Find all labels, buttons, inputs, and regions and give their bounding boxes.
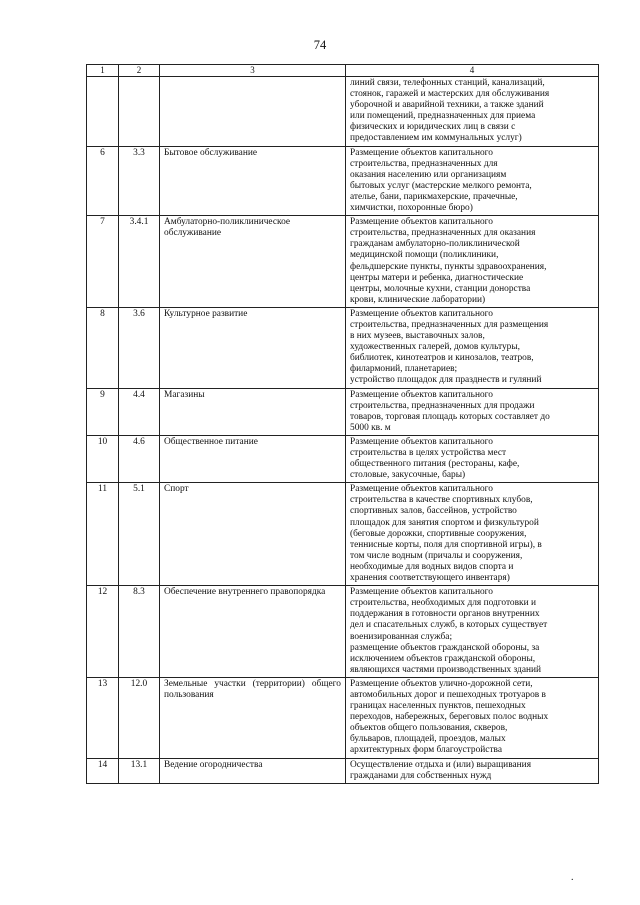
corner-mark: . xyxy=(571,872,574,883)
header-col-2: 2 xyxy=(119,65,160,77)
description-line: библиотек, кинотеатров и кинозалов, театров, xyxy=(350,353,534,364)
description-line: бытовых услуг (мастерские мелкого ремонта, xyxy=(350,180,532,191)
table-body xyxy=(87,77,599,784)
description-line: или помещений, предназначенных для приема xyxy=(350,111,536,122)
row-number-cell: 11 xyxy=(87,483,119,586)
description-line: Размещение объектов улично-дорожной сети, xyxy=(350,678,533,689)
description-line: теннисные корты, поля для спортивной игры), в xyxy=(350,539,542,550)
description-line: строительства в качестве спортивных клубов, xyxy=(350,495,533,506)
description-cell xyxy=(346,307,599,388)
description-line: филармоний, планетариев; xyxy=(350,364,458,375)
code-cell: 5.1 xyxy=(119,483,160,586)
description-line: устройство площадок для празднеств и гуляний xyxy=(350,375,542,386)
description-line: необходимые для водных видов спорта и xyxy=(350,561,514,572)
code-cell: 13.1 xyxy=(119,758,160,783)
description-line: границах населенных пунктов, пешеходных xyxy=(350,701,526,712)
name-cell: Культурное развитие xyxy=(160,307,346,388)
table-row xyxy=(87,758,599,783)
code-cell: 3.6 xyxy=(119,307,160,388)
description-cell xyxy=(346,77,599,147)
code-cell: 12.0 xyxy=(119,677,160,758)
description-line: общественного питания (рестораны, кафе, xyxy=(350,459,520,470)
code-cell: 8.3 xyxy=(119,586,160,678)
description-line: площадок для занятия спортом и физкультурой xyxy=(350,517,539,528)
description-line: медицинской помощи (поликлиники, xyxy=(350,250,499,261)
row-number-cell: 12 xyxy=(87,586,119,678)
description-line: Размещение объектов капитального xyxy=(350,308,493,319)
description-line: переходов, набережных, береговых полос водных xyxy=(350,712,549,723)
description-line: строительства, предназначенных для размещения xyxy=(350,319,549,330)
description-line: размещение объектов гражданской обороны, за xyxy=(350,642,540,653)
name-cell: Магазины xyxy=(160,388,346,435)
table-row xyxy=(87,677,599,758)
name-cell: Спорт xyxy=(160,483,346,586)
name-cell xyxy=(160,77,346,147)
description-line: ателье, бани, парикмахерские, прачечные, xyxy=(350,191,518,202)
description-line: поддержания в готовности органов внутренних xyxy=(350,609,540,620)
description-line: физических и юридических лиц в связи с xyxy=(350,122,516,133)
description-line: линий связи, телефонных станций, канализаций, xyxy=(350,78,545,88)
code-cell xyxy=(119,77,160,147)
table-row xyxy=(87,388,599,435)
description-line: товаров, торговая площадь которых составляет до xyxy=(350,411,550,422)
description-line: Осуществление отдыха и (или) выращивания xyxy=(350,759,532,770)
row-number-cell: 13 xyxy=(87,677,119,758)
table-row-continuation xyxy=(87,77,599,147)
header-col-3: 3 xyxy=(160,65,346,77)
row-number-cell: 10 xyxy=(87,435,119,482)
description-line: (беговые дорожки, спортивные сооружения, xyxy=(350,528,527,539)
description-line: химчистки, похоронные бюро) xyxy=(350,203,473,214)
description-cell xyxy=(346,758,599,783)
description-line: предоставлением им коммунальных услуг) xyxy=(350,133,522,144)
description-line: строительства, необходимых для подготовки и xyxy=(350,598,536,609)
description-line: строительства, предназначенных для оказания xyxy=(350,228,536,239)
description-line: строительства, предназначенных для xyxy=(350,158,498,169)
table-row xyxy=(87,435,599,482)
description-cell xyxy=(346,435,599,482)
name-cell: Ведение огородничества xyxy=(160,758,346,783)
table-row xyxy=(87,216,599,308)
description-line: спортивных залов, бассейнов, устройство xyxy=(350,506,517,517)
description-line: том числе водным (причалы и сооружения, xyxy=(350,550,523,561)
description-line: дел и спасательных служб, в которых существует xyxy=(350,620,548,631)
description-cell xyxy=(346,216,599,308)
row-number-cell: 6 xyxy=(87,146,119,216)
description-line: являющихся частями производственных зданий xyxy=(350,664,542,675)
description-line: уборочной и аварийной техники, а также зданий xyxy=(350,100,544,111)
description-line: стоянок, гаражей и мастерских для обслуживания xyxy=(350,89,550,100)
description-line: военизированная служба; xyxy=(350,631,453,642)
description-line: Размещение объектов капитального xyxy=(350,147,493,158)
header-col-1: 1 xyxy=(87,65,119,77)
description-cell xyxy=(346,146,599,216)
description-cell xyxy=(346,586,599,678)
description-line: Размещение объектов капитального xyxy=(350,484,493,495)
table-row xyxy=(87,586,599,678)
description-line: строительства в целях устройства мест xyxy=(350,448,507,458)
table-row xyxy=(87,307,599,388)
row-number-cell: 9 xyxy=(87,388,119,435)
code-cell: 3.4.1 xyxy=(119,216,160,308)
description-cell xyxy=(346,677,599,758)
description-line: хранения соответствующего инвентаря) xyxy=(350,573,510,584)
description-line: фельдшерские пункты, пункты здравоохранения, xyxy=(350,261,547,272)
table-row xyxy=(87,146,599,216)
description-line: 5000 кв. м xyxy=(350,422,391,433)
row-number-cell: 14 xyxy=(87,758,119,783)
description-line: крови, клинические лаборатории) xyxy=(350,294,486,305)
name-cell: Земельные участки (территории) общего пользования xyxy=(160,677,346,758)
name-cell: Общественное питание xyxy=(160,435,346,482)
description-line: Размещение объектов капитального xyxy=(350,436,493,447)
header-col-4: 4 xyxy=(346,65,599,77)
name-cell: Амбулаторно-поликлиническое обслуживание xyxy=(160,216,346,308)
description-line: исключением объектов гражданской обороны, xyxy=(350,653,536,664)
description-cell xyxy=(346,388,599,435)
description-line: бульваров, площадей, проездов, малых xyxy=(350,734,506,745)
description-line: центры, молочные кухни, станции донорства xyxy=(350,283,531,294)
page-number: 74 xyxy=(313,38,327,52)
name-cell: Обеспечение внутреннего правопорядка xyxy=(160,586,346,678)
row-number-cell xyxy=(87,77,119,147)
description-line: гражданам амбулаторно-поликлинической xyxy=(350,239,520,250)
code-cell: 4.4 xyxy=(119,388,160,435)
description-line: столовые, закусочные, бары) xyxy=(350,470,466,481)
description-line: гражданами для собственных нужд xyxy=(350,770,492,781)
description-line: центры матери и ребенка, диагностические xyxy=(350,272,524,283)
description-line: строительства, предназначенных для продажи xyxy=(350,400,535,411)
description-line: оказания населению или организациям xyxy=(350,169,507,180)
table-row xyxy=(87,483,599,586)
description-line: объектов общего пользования, скверов, xyxy=(350,723,508,734)
description-cell xyxy=(346,483,599,586)
description-line: Размещение объектов капитального xyxy=(350,389,493,400)
description-line: художественных галерей, домов культуры, xyxy=(350,342,520,353)
description-line: Размещение объектов капитального xyxy=(350,217,493,228)
description-line: Размещение объектов капитального xyxy=(350,587,493,598)
code-cell: 3.3 xyxy=(119,146,160,216)
row-number-cell: 7 xyxy=(87,216,119,308)
land-use-table xyxy=(86,64,599,784)
row-number-cell: 8 xyxy=(87,307,119,388)
table-header-row xyxy=(87,65,599,77)
description-line: в них музеев, выставочных залов, xyxy=(350,331,485,342)
code-cell: 4.6 xyxy=(119,435,160,482)
description-line: архитектурных форм благоустройства xyxy=(350,745,503,756)
description-line: автомобильных дорог и пешеходных тротуаров в xyxy=(350,689,546,700)
name-cell: Бытовое обслуживание xyxy=(160,146,346,216)
